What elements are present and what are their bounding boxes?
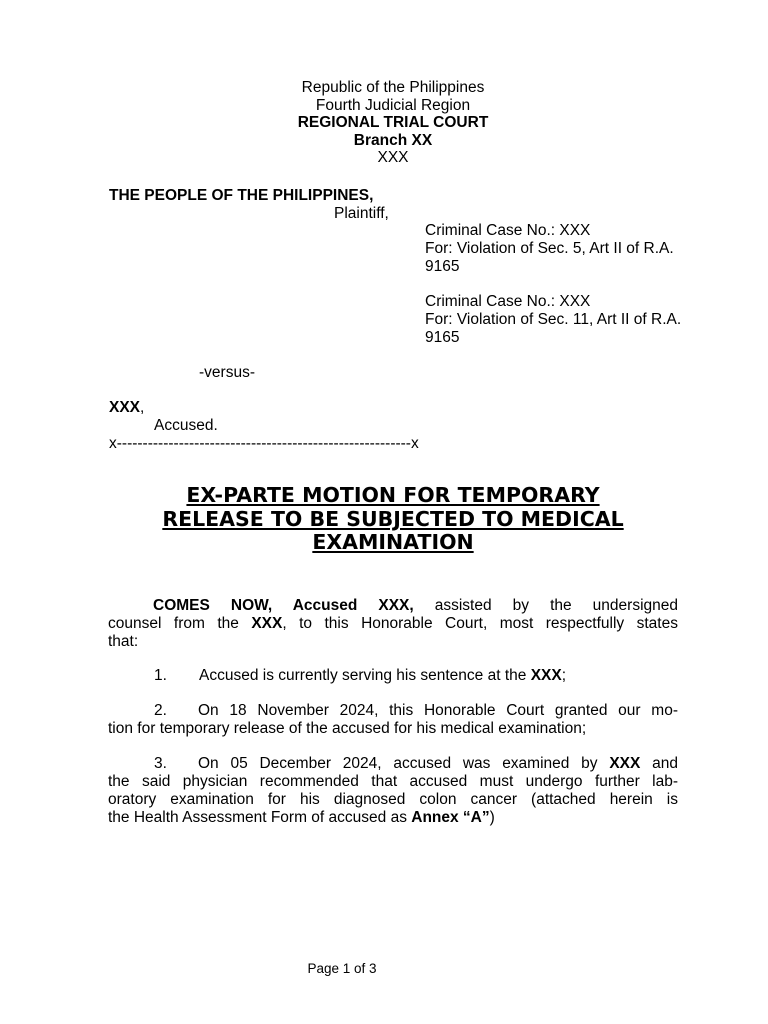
header-region: Fourth Judicial Region bbox=[315, 96, 471, 114]
caption-people: THE PEOPLE OF THE PHILIPPINES, bbox=[109, 187, 374, 204]
item-1-text bbox=[199, 667, 566, 685]
item-3-number: 3. bbox=[154, 755, 167, 772]
motion-title bbox=[108, 484, 678, 555]
case2-violation-cont: 9165 bbox=[425, 329, 460, 346]
header-republic: Republic of the Philippines bbox=[301, 79, 485, 96]
item-2-line-1 bbox=[108, 702, 678, 720]
header-court: REGIONAL TRIAL COURT bbox=[297, 114, 489, 132]
header-branch: Branch XX bbox=[353, 131, 433, 149]
title-line-2: RELEASE TO BE SUBJECTED TO MEDICAL bbox=[162, 506, 624, 531]
accused-comma: , bbox=[140, 399, 145, 416]
item-3-line-4-pre: the Health Assessment Form of accused as bbox=[108, 809, 412, 826]
caption-versus: -versus- bbox=[199, 364, 255, 381]
case1-violation: For: Violation of Sec. 5, Art II of R.A. bbox=[425, 240, 674, 257]
intro-line2-pre: counsel from the bbox=[108, 615, 252, 632]
item-2-line-1-text: On 18 November 2024, this Honorable Court granted our mo- bbox=[198, 702, 678, 719]
caption-accused-name bbox=[109, 399, 144, 417]
accused-name: XXX bbox=[109, 399, 141, 416]
intro-line2-post: , to this Honorable Court, most respectfully states bbox=[282, 615, 678, 632]
item-2-number: 2. bbox=[154, 702, 167, 719]
caption-plaintiff: Plaintiff, bbox=[334, 205, 389, 222]
item-3-annex: Annex “A” bbox=[411, 809, 490, 826]
intro-line-1 bbox=[108, 597, 678, 615]
case1-number: Criminal Case No.: XXX bbox=[425, 222, 591, 239]
intro-line-3: that: bbox=[108, 633, 139, 650]
item-1-text-pre: Accused is currently serving his sentence at the bbox=[199, 667, 531, 684]
item-3-line-1-post: and bbox=[640, 755, 679, 772]
intro-line-2 bbox=[108, 615, 678, 633]
item-3-line-2: the said physician recommended that accused must undergo further lab- bbox=[108, 773, 678, 790]
item-1-text-post: ; bbox=[561, 667, 567, 684]
intro-counsel-office: XXX bbox=[251, 615, 283, 632]
item-3-line-3: oratory examination for his diagnosed colon cancer (attached herein is bbox=[108, 791, 678, 808]
title-line-3: EXAMINATION bbox=[312, 530, 474, 554]
item-3-physician: XXX bbox=[609, 755, 641, 772]
item-3-line-1-pre: On 05 December 2024, accused was examined by bbox=[198, 755, 610, 772]
item-2-paragraph bbox=[108, 702, 678, 738]
intro-bold-lead: COMES NOW, Accused XXX, bbox=[153, 597, 414, 614]
caption-accused-label: Accused. bbox=[154, 417, 218, 434]
case2-number: Criminal Case No.: XXX bbox=[425, 293, 591, 310]
item-3-line-1 bbox=[108, 755, 678, 773]
header-city: XXX bbox=[377, 149, 409, 167]
item-3-line-4-post: ) bbox=[489, 809, 495, 826]
page-number: Page 1 of 3 bbox=[307, 961, 377, 976]
case1-violation-cont: 9165 bbox=[425, 258, 460, 275]
item-3-line-4 bbox=[108, 809, 678, 827]
intro-paragraph bbox=[108, 597, 678, 651]
title-line-1: EX-PARTE MOTION FOR TEMPORARY bbox=[186, 483, 600, 507]
caption-separator: x---------------------------------------------------------x bbox=[109, 435, 419, 452]
court-header bbox=[0, 79, 768, 167]
item-1-facility: XXX bbox=[530, 667, 562, 684]
item-2-line-2: tion for temporary release of the accused for his medical examination; bbox=[108, 720, 587, 737]
item-1-number: 1. bbox=[154, 667, 167, 684]
case2-violation: For: Violation of Sec. 11, Art II of R.A. bbox=[425, 311, 682, 328]
intro-rest: assisted by the undersigned bbox=[413, 597, 678, 614]
item-3-paragraph bbox=[108, 755, 678, 827]
